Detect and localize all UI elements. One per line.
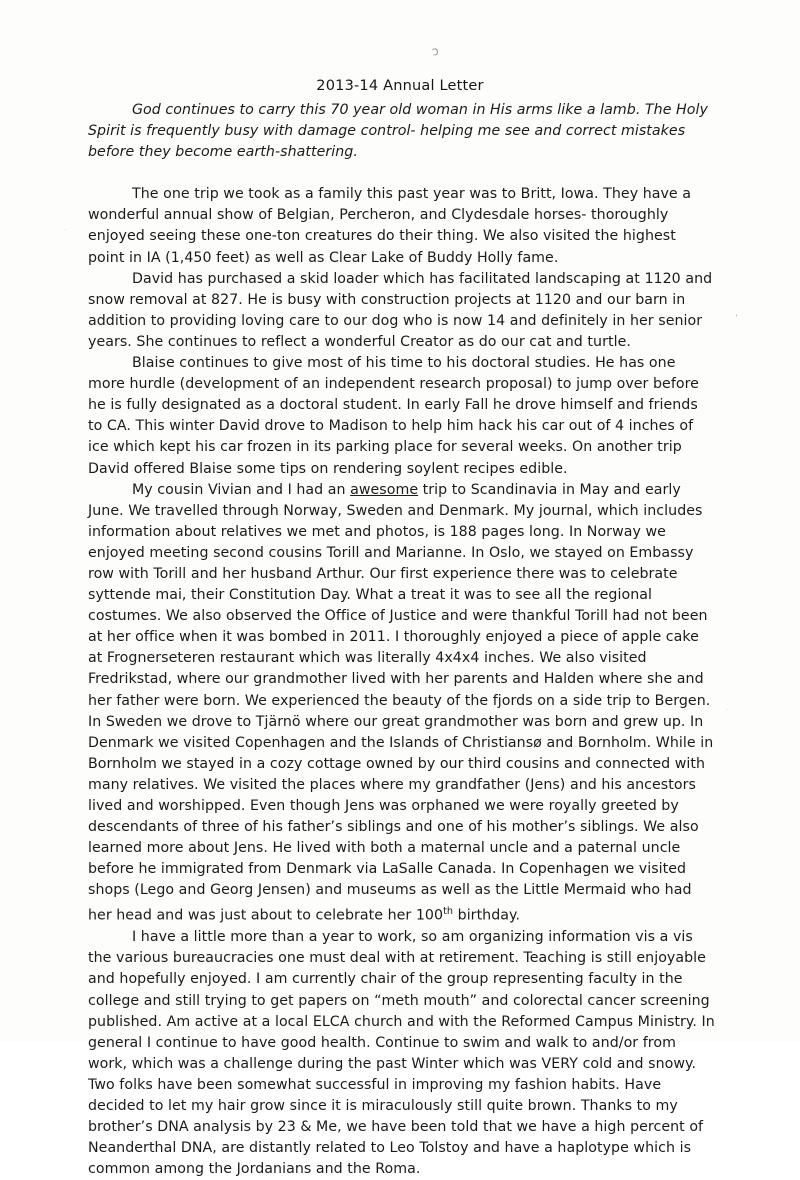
scandinavia-text-part-1: My cousin Vivian and I had an xyxy=(132,481,351,498)
paragraph-blaise: Blaise continues to give most of his time to his doctoral studies. He has one more hurdle (development of an independent research proposal) to jump over before he is fully designated as a doctoral student. In early Fall he drove himself and friends to CA. This winter David drove to Madison to help him hack his car out of 4 inches of ice which kept his car frozen in its parking place for several weeks. On another trip David offered Blaise some tips on rendering soylent recipes edible. xyxy=(88,355,699,477)
paragraph-intro: God continues to carry this 70 year old woman in His arms like a lamb. The Holy Spirit is frequently busy with damage control- helping me see and correct mistakes before they become earth-shattering. xyxy=(88,102,708,161)
scandinavia-emphasis-awesome: awesome xyxy=(350,481,419,498)
scan-artifact-right-icon: ’ xyxy=(735,314,738,324)
paragraph-trip-britt-iowa: The one trip we took as a family this past year was to Britt, Iowa. They have a wonderful annual show of Belgian, Percheron, and Clydesdale horses- thoroughly enjoyed seeing these one-ton creatures do their thing. We also visited the highest point in IA (1,450 feet) as well as Clear Lake of Buddy Holly fame. xyxy=(88,186,692,266)
scan-speck-right-icon: · xyxy=(726,706,729,714)
ordinal-suffix: th xyxy=(443,906,454,918)
scan-artifact-top-icon: ɔ xyxy=(430,43,440,59)
letter-body xyxy=(88,100,716,1180)
paragraph-scandinavia xyxy=(88,480,716,928)
paragraph-david: David has purchased a skid loader which has facilitated landscaping at 1120 and snow removal at 827. He is busy with construction projects at 1120 and our barn in addition to providing loving care to our dog who is now 14 and definitely in her senior years. She continues to reflect a wonderful Creator as do our cat and turtle. xyxy=(88,270,713,350)
scandinavia-text-part-3: birthday. xyxy=(453,908,521,925)
page-title: 2013-14 Annual Letter xyxy=(316,78,484,94)
scan-speck-left-icon: · xyxy=(64,226,67,234)
scandinavia-text-part-2: trip to Scandinavia in May and early June. We travelled through Norway, Sweden and Denmark. My journal, which includes information about relatives we met and photos, is 188 pages long. In Norway we enjoyed meeting second cousins Torill and Marianne. In Oslo, we stayed on Embassy row with Torill and her husband Arthur. Our first experience there was to celebrate syttende mai, their Constitution Day. What a treat it was to see all the regional costumes. We also observed the Office of Justice and were thankful Torill had not been at her office when it was bombed in 2011. I thoroughly enjoyed a piece of apple cake at Frognerseteren restaurant which was literally 4x4x4 inches. We also visited Fredrikstad, where our grandmother lived with her parents and Halden where she and her father were born. We experienced the beauty of the fjords on a side trip to Bergen. In Sweden we drove to Tjärnö where our great grandmother was born and grew up. In Denmark we visited Copenhagen and the Islands of Christiansø and Bornholm. While in Bornholm we stayed in a cozy cottage owned by our third cousins and connected with many relatives. We visited the places where my grandfather (Jens) and his ancestors lived and worshipped. Even though Jens was orphaned we were royally greeted by descendants of three of his father’s siblings and one of his mother’s siblings. We also learned more about Jens. He lived with both a maternal uncle and a paternal uncle before he immigrated from Denmark via LaSalle Canada. In Copenhagen we visited shops (Lego and Georg Jensen) and museums as well as the Little Mermaid who had her head and was just about to celebrate her 100 xyxy=(88,481,714,925)
paragraph-retirement: I have a little more than a year to work, so am organizing information vis a vis the various bureaucracies one must deal with at retirement. Teaching is still enjoyable and hopefully enjoyed. I am currently chair of the group representing faculty in the college and still trying to get papers on “meth mouth” and colorectal cancer screening published. Am active at a local ELCA church and with the Reformed Campus Ministry. In general I continue to have good health. Continue to swim and walk to and/or from work, which was a challenge during the past Winter which was VERY cold and snowy. Two folks have been somewhat successful in improving my fashion habits. Have decided to let my hair grow since it is miraculously still quite brown. Thanks to my brother’s DNA analysis by 23 & Me, we have been told that we have a high percent of Neanderthal DNA, are distantly related to Leo Tolstoy and have a haplotype which is common among the Jordanians and the Roma. xyxy=(88,929,715,1178)
